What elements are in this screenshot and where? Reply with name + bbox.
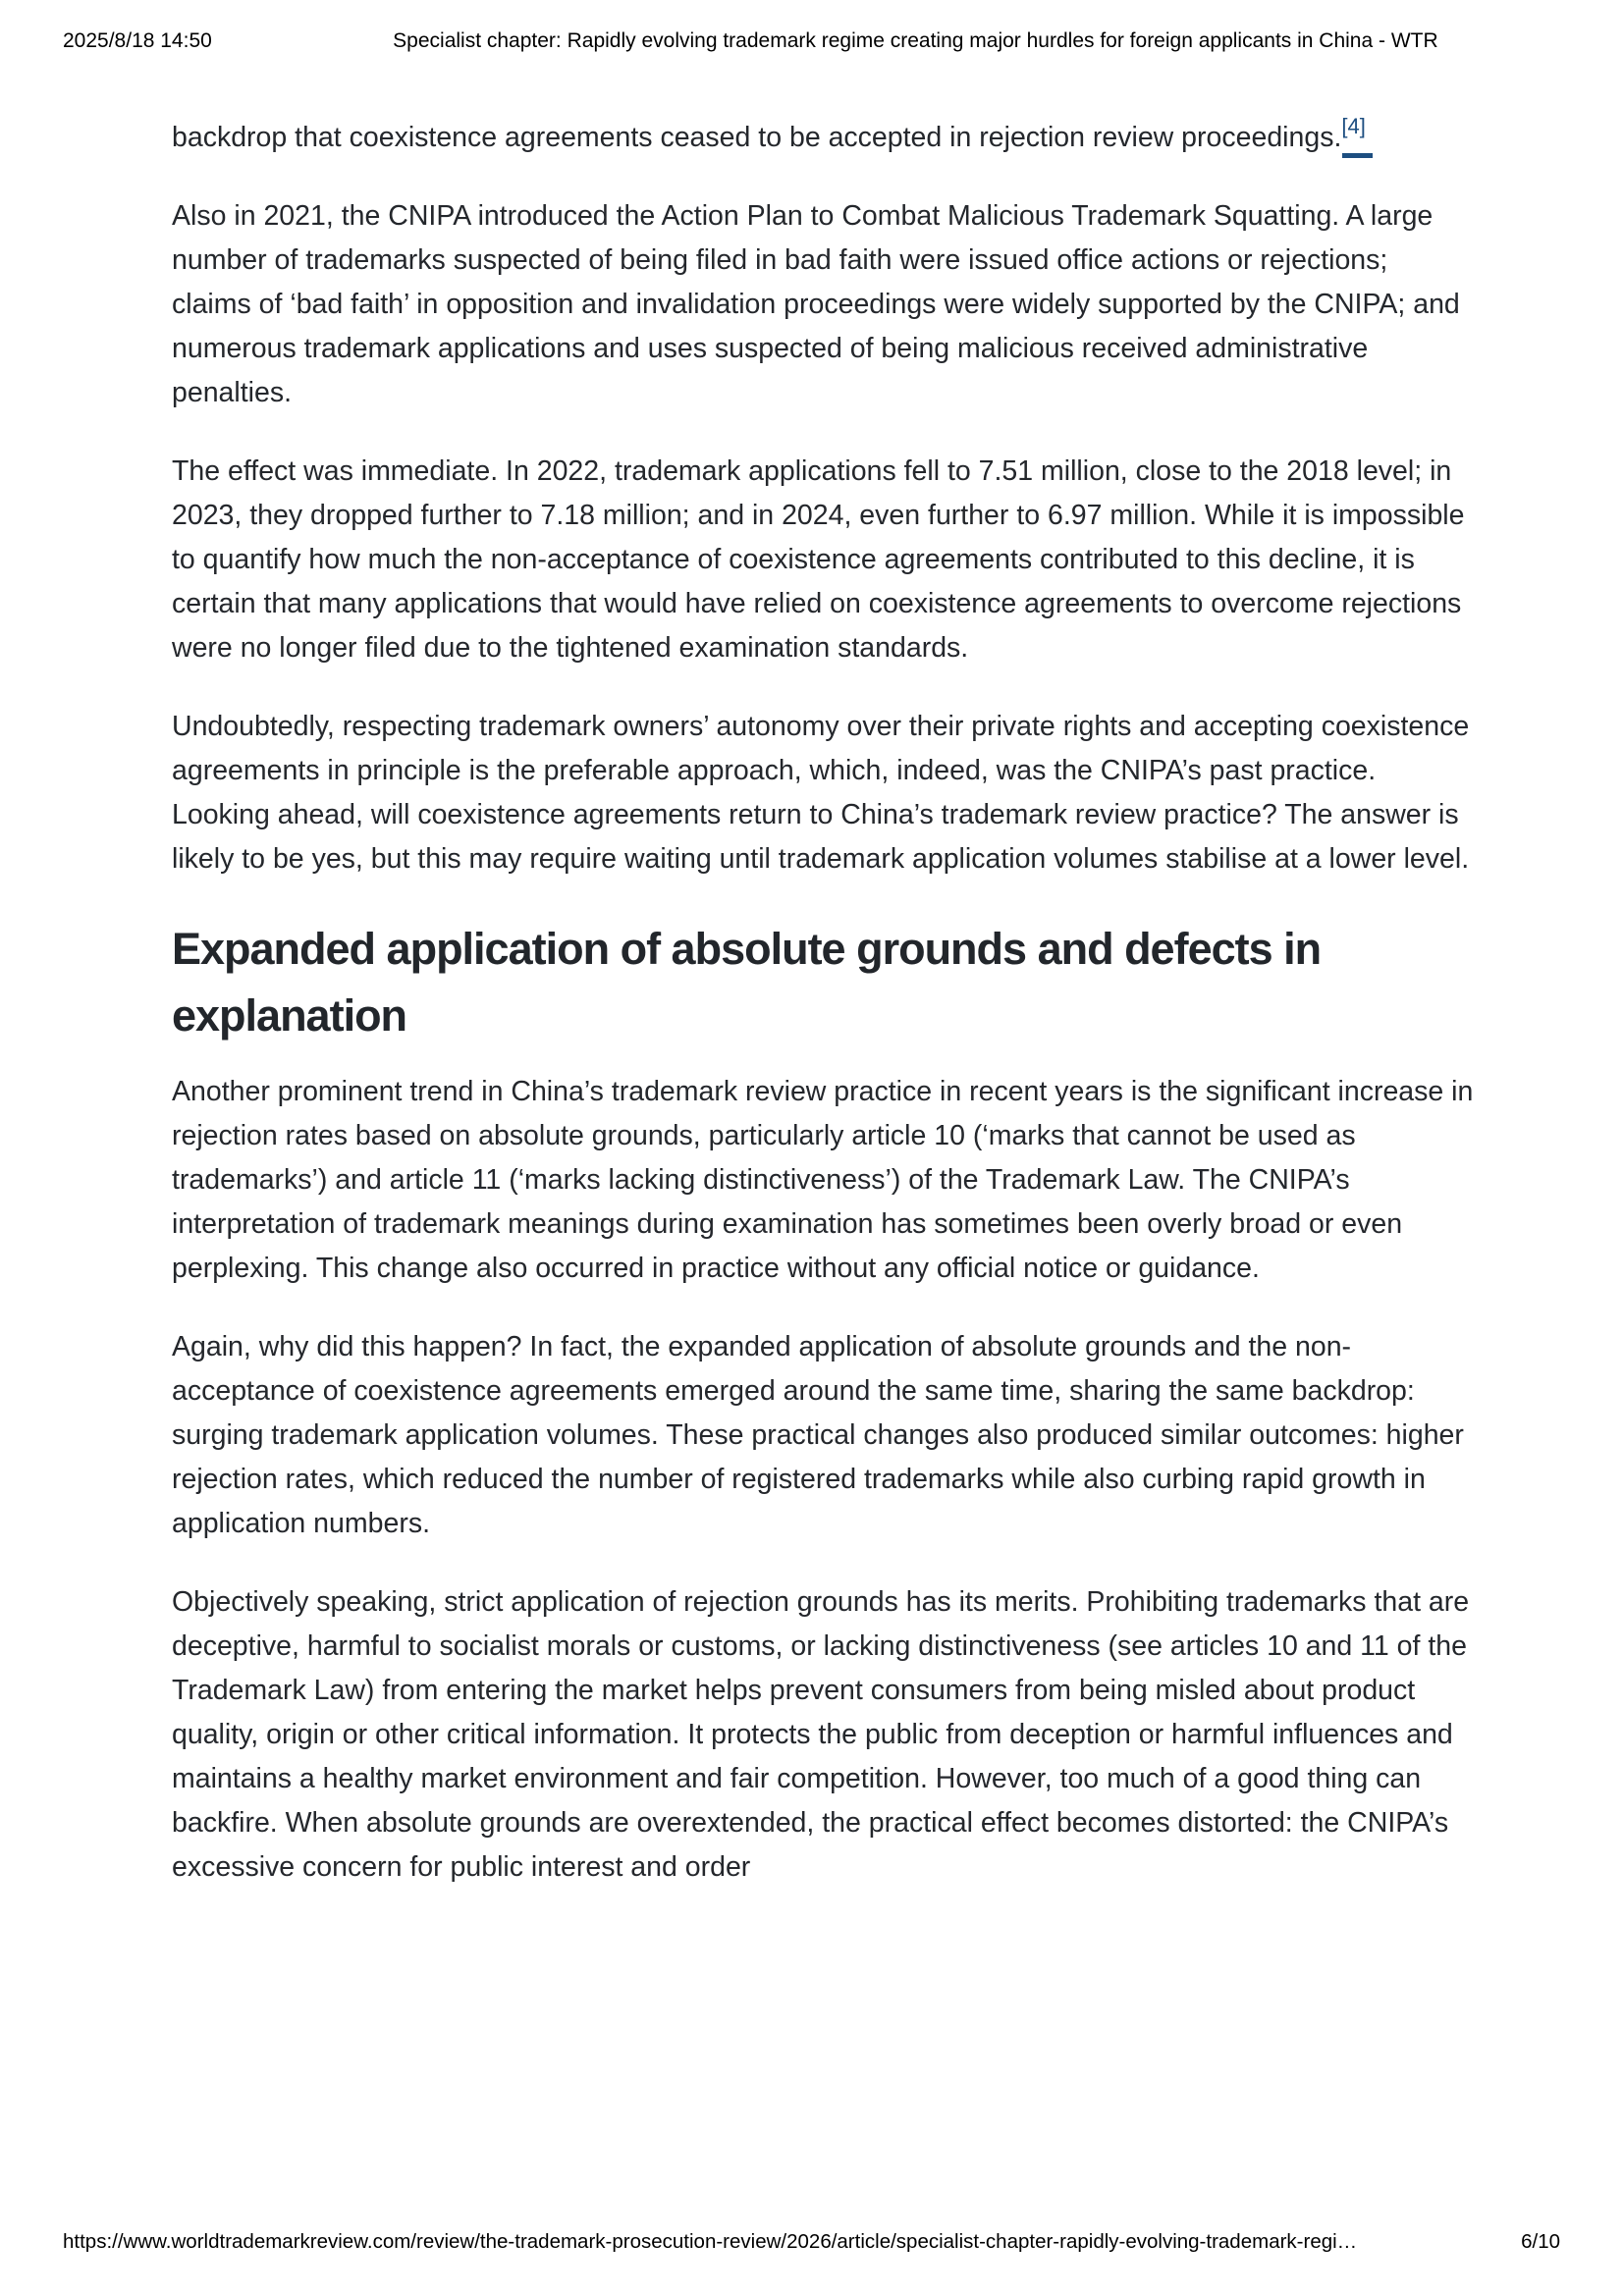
print-header xyxy=(63,29,1560,53)
page-indicator: 6/10 xyxy=(1521,2230,1560,2253)
print-footer xyxy=(63,2230,1560,2254)
source-url: https://www.worldtrademarkreview.com/review/the-trademark-prosecution-review/2026/article/specialist-chapter-rapidly-evolving-trademark-regi… xyxy=(63,2230,1358,2253)
print-title: Specialist chapter: Rapidly evolving trademark regime creating major hurdles for foreign applicants in China - WTR xyxy=(393,29,1438,52)
paragraph-text: backdrop that coexistence agreements ceased to be accepted in rejection review proceedings. xyxy=(172,122,1342,153)
print-timestamp: 2025/8/18 14:50 xyxy=(63,29,212,52)
footnote-marker xyxy=(1341,114,1365,138)
paragraph: The effect was immediate. In 2022, trademark applications fell to 7.51 million, close to the 2018 level; in 2023, they dropped further to 7.18 million; and in 2024, even further to 6.97 million. While it is impossible to quantify how much the non-acceptance of coexistence agreements contributed to this decline, it is certain that many applications that would have relied on coexistence agreements to overcome rejections were no longer filed due to the tightened examination standards. xyxy=(172,455,1465,664)
paragraph: Undoubtedly, respecting trademark owners’ autonomy over their private rights and accepting coexistence agreements in principle is the preferable approach, which, indeed, was the CNIPA’s past practice. Looking ahead, will coexistence agreements return to China’s trademark review practice? The answer is likely to be yes, but this may require waiting until trademark application volumes stabilise at a lower level. xyxy=(172,711,1470,875)
article-content xyxy=(172,116,1474,1924)
footnote-4-link[interactable]: [4] xyxy=(1341,114,1366,138)
paragraph xyxy=(172,116,1474,160)
section-heading: Expanded application of absolute grounds and defects in explanation xyxy=(172,924,1322,1041)
paragraph: Objectively speaking, strict application of rejection grounds has its merits. Prohibiting trademarks that are deceptive, harmful to socialist morals or customs, or lacking distinctiveness (see articles 10 and 11 of the Trademark Law) from entering the market helps prevent consumers from being misled about product quality, origin or other critical information. It protects the public from deception or harmful influences and maintains a healthy market environment and fair competition. However, too much of a good thing can backfire. When absolute grounds are overextended, the practical effect becomes distorted: the CNIPA’s excessive concern for public interest and order xyxy=(172,1586,1470,1883)
paragraph: Again, why did this happen? In fact, the expanded application of absolute grounds and the non-acceptance of coexistence agreements emerged around the same time, sharing the same backdrop: surging trademark application volumes. These practical changes also produced similar outcomes: higher rejection rates, which reduced the number of registered trademarks while also curbing rapid growth in application numbers. xyxy=(172,1331,1464,1539)
paragraph: Also in 2021, the CNIPA introduced the Action Plan to Combat Malicious Trademark Squatting. A large number of trademarks suspected of being filed in bad faith were issued office actions or rejections; claims of ‘bad faith’ in opposition and invalidation proceedings were widely supported by the CNIPA; and numerous trademark applications and uses suspected of being malicious received administrative penalties. xyxy=(172,200,1460,408)
paragraph: Another prominent trend in China’s trademark review practice in recent years is the significant increase in rejection rates based on absolute grounds, particularly article 10 (‘marks that cannot be used as trademarks’) and article 11 (‘marks lacking distinctiveness’) of the Trademark Law. The CNIPA’s interpretation of trademark meanings during examination has sometimes been overly broad or even perplexing. This change also occurred in practice without any official notice or guidance. xyxy=(172,1076,1474,1284)
